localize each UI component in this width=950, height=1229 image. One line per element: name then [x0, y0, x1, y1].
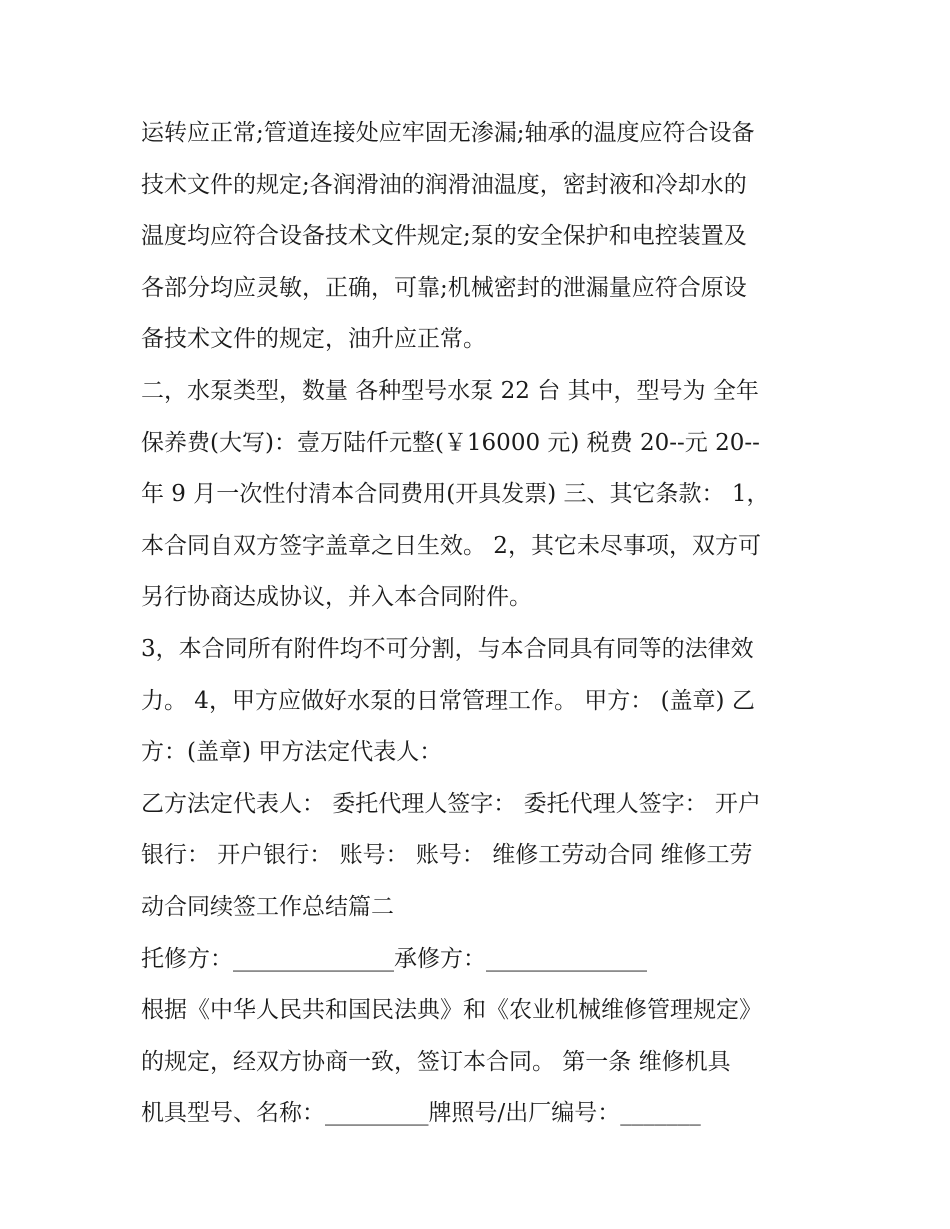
- text-line: 力。 4，甲方应做好水泵的日常管理工作。 甲方： (盖章) 乙: [141, 687, 755, 714]
- text-line: 备技术文件的规定，油升应正常。: [141, 326, 486, 353]
- text-line: 另行协商达成协议，并入本合同附件。: [141, 584, 532, 611]
- text-line: 技术文件的规定;各润滑油的润滑油温度，密封液和冷却水的: [141, 171, 747, 198]
- text-line: 银行： 开户银行： 账号： 账号： 维修工劳动合同 维修工劳: [141, 842, 753, 869]
- text-line: 乙方法定代表人： 委托代理人签字： 委托代理人签字： 开户: [141, 790, 761, 817]
- text-line: 年 9 月一次性付清本合同费用(开具发票) 三、其它条款： 1，: [141, 481, 770, 508]
- text-line: 本合同自双方签字盖章之日生效。 2，其它未尽事项，双方可: [141, 532, 761, 559]
- text-line: 方：(盖章) 甲方法定代表人：: [141, 739, 443, 766]
- text-line: 的规定，经双方协商一致，签订本合同。 第一条 维修机具: [141, 1048, 731, 1075]
- text-line: 根据《中华人民共和国民法典》和《农业机械维修管理规定》: [141, 997, 762, 1024]
- text-line: 动合同续签工作总结篇二: [141, 893, 394, 920]
- text-line: 托修方：______________承修方：______________: [141, 945, 647, 972]
- document-body: [141, 108, 821, 1140]
- text-line: 保养费(大写)：壹万陆仟元整(￥16000 元) 税费 20--元 20--: [141, 429, 760, 456]
- text-line: 二，水泵类型，数量 各种型号水泵 22 台 其中，型号为 全年: [141, 377, 759, 404]
- text-line: 机具型号、名称：_________牌照号/出厂编号：_______: [141, 1100, 701, 1127]
- text-line: 3，本合同所有附件均不可分割，与本合同具有同等的法律效: [141, 635, 754, 662]
- text-line: 温度均应符合设备技术文件规定;泵的安全保护和电控装置及: [141, 223, 747, 250]
- text-line: 运转应正常;管道连接处应牢固无渗漏;轴承的温度应符合设备: [141, 120, 755, 146]
- text-line: 各部分均应灵敏，正确，可靠;机械密封的泄漏量应符合原设: [141, 274, 747, 301]
